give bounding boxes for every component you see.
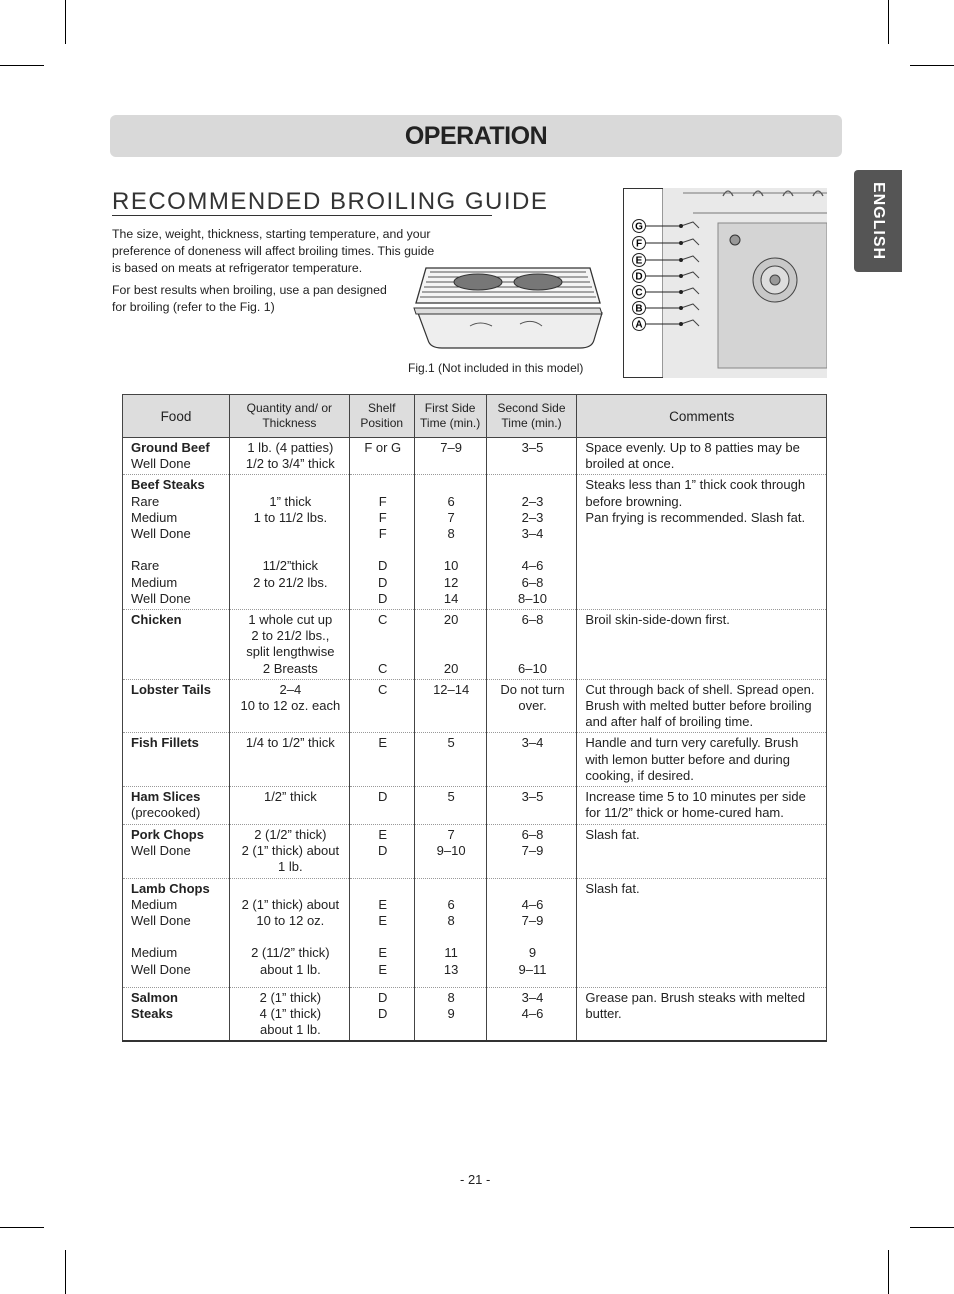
food-name: Lamb Chops <box>131 880 210 896</box>
cell-quantity: 2 (1” thick) about 10 to 12 oz. 2 (11/2” thick) about 1 lb. <box>229 878 349 987</box>
language-tab <box>854 170 902 272</box>
crop-mark <box>65 0 66 44</box>
cell-first-side: 6 8 11 13 <box>414 878 486 987</box>
cell-first-side: 5 <box>414 787 486 825</box>
shelf-letter: E <box>635 255 643 267</box>
cell-quantity: 2–4 10 to 12 oz. each <box>229 679 349 733</box>
cell-food <box>123 610 230 680</box>
table-row <box>123 825 827 879</box>
cell-quantity: 1” thick 1 to 11/2 lbs. 11/2”thick 2 to 21/2 lbs. <box>229 475 349 610</box>
table-row <box>123 610 827 680</box>
cell-first-side: 7 9–10 <box>414 825 486 879</box>
intro-paragraph-2: For best results when broiling, use a pan designed for broiling (refer to the Fig. 1) <box>112 283 387 314</box>
title-underline <box>112 215 492 216</box>
cell-first-side: 8 9 <box>414 987 486 1041</box>
food-doneness: Medium Well Done Medium Well Done <box>131 896 191 977</box>
cell-comments: Broil skin-side-down first. <box>577 610 827 680</box>
cell-first-side: 20 20 <box>414 610 486 680</box>
shelf-letter: F <box>635 238 643 250</box>
broiling-guide-table <box>122 394 827 1042</box>
cell-food <box>123 733 230 787</box>
cell-second-side: 6–8 7–9 <box>486 825 577 879</box>
section-title: RECOMMENDED BROILING GUIDE <box>112 188 549 215</box>
cell-second-side: 2–3 2–3 3–4 4–6 6–8 8–10 <box>486 475 577 610</box>
cell-second-side: 3–5 <box>486 438 577 475</box>
cell-quantity: 1 whole cut up 2 to 21/2 lbs., split lengthwise 2 Breasts <box>229 610 349 680</box>
crop-mark <box>888 1250 889 1294</box>
page-title: OPERATION <box>404 121 548 150</box>
intro-text <box>112 226 457 321</box>
cell-food <box>123 825 230 879</box>
crop-mark <box>888 0 889 44</box>
column-header-second-side: Second Side Time (min.) <box>486 395 577 438</box>
column-header-first-side: First Side Time (min.) <box>414 395 486 438</box>
cell-shelf: E D <box>349 825 414 879</box>
header-bar <box>110 115 842 157</box>
cell-shelf: E <box>349 733 414 787</box>
cell-comments: Space evenly. Up to 8 patties may be broiled at once. <box>577 438 827 475</box>
language-label: ENGLISH <box>870 181 887 261</box>
cell-quantity: 1/2” thick <box>229 787 349 825</box>
crop-mark <box>65 1250 66 1294</box>
cell-comments: Cut through back of shell. Spread open. Brush with melted butter before broiling and after half of broiling time. <box>577 679 827 733</box>
column-header-quantity: Quantity and/ or Thickness <box>229 395 349 438</box>
table-row <box>123 438 827 475</box>
shelf-letter: A <box>635 319 643 331</box>
cell-shelf: E E E E <box>349 878 414 987</box>
cell-second-side: 6–8 6–10 <box>486 610 577 680</box>
shelf-letter: B <box>635 303 643 315</box>
cell-comments: Slash fat. <box>577 878 827 987</box>
food-doneness: Rare Medium Well Done Rare Medium Well Done <box>131 493 191 606</box>
table-row <box>123 878 827 987</box>
cell-food <box>123 679 230 733</box>
column-header-food: Food <box>123 395 230 438</box>
page-number: - 21 - <box>460 1172 491 1187</box>
table-row <box>123 679 827 733</box>
cell-comments: Steaks less than 1” thick cook through before browning. Pan frying is recommended. Slash fat. <box>577 475 827 610</box>
intro-paragraph-1: The size, weight, thickness, starting temperature, and your preference of doneness will affect broiling times. This guide is based on meats at refrigerator temperature. <box>112 227 435 275</box>
food-name: Fish Fillets <box>131 735 199 751</box>
cell-second-side: Do not turn over. <box>486 679 577 733</box>
table-row <box>123 733 827 787</box>
food-name: Salmon Steaks <box>131 989 178 1021</box>
table-row <box>123 987 827 1041</box>
cell-first-side: 7–9 <box>414 438 486 475</box>
cell-quantity: 2 (1” thick) 4 (1” thick) about 1 lb. <box>229 987 349 1041</box>
cell-shelf: D <box>349 787 414 825</box>
cell-food <box>123 787 230 825</box>
cell-comments: Increase time 5 to 10 minutes per side for 11/2” thick or home-cured ham. <box>577 787 827 825</box>
cell-first-side: 5 <box>414 733 486 787</box>
figure-caption: Fig.1 (Not included in this model) <box>408 361 584 375</box>
cell-shelf: C C <box>349 610 414 680</box>
cell-second-side: 4–6 7–9 9 9–11 <box>486 878 577 987</box>
cell-second-side: 3–5 <box>486 787 577 825</box>
table-header-row <box>123 395 827 438</box>
food-name: Chicken <box>131 612 182 628</box>
cell-food <box>123 987 230 1041</box>
food-name: Beef Steaks <box>131 477 205 493</box>
cell-first-side: 6 7 8 10 12 14 <box>414 475 486 610</box>
column-header-shelf: Shelf Position <box>349 395 414 438</box>
shelf-letter: G <box>635 221 643 233</box>
crop-mark <box>0 65 44 66</box>
cell-second-side: 3–4 <box>486 733 577 787</box>
cell-quantity: 1/4 to 1/2” thick <box>229 733 349 787</box>
shelf-letter: C <box>635 287 643 299</box>
broiler-pan-illustration <box>410 258 605 358</box>
shelf-letter: D <box>635 271 643 283</box>
column-header-comments: Comments <box>577 395 827 438</box>
food-name: Lobster Tails <box>131 681 211 697</box>
food-name: Ground Beef <box>131 440 210 455</box>
food-name: Pork Chops <box>131 827 204 843</box>
cell-quantity: 1 lb. (4 patties) 1/2 to 3/4” thick <box>229 438 349 475</box>
cell-food <box>123 438 230 475</box>
cell-shelf: D D <box>349 987 414 1041</box>
cell-food <box>123 878 230 987</box>
cell-shelf: F or G <box>349 438 414 475</box>
food-name: Ham Slices <box>131 789 201 805</box>
cell-second-side: 3–4 4–6 <box>486 987 577 1041</box>
cell-quantity: 2 (1/2” thick) 2 (1” thick) about 1 lb. <box>229 825 349 879</box>
food-doneness: (precooked) <box>131 805 201 821</box>
cell-shelf: C <box>349 679 414 733</box>
food-doneness: Well Done <box>131 456 191 472</box>
crop-mark <box>0 1227 44 1228</box>
cell-comments: Handle and turn very carefully. Brush with lemon butter before and during cooking, if desired. <box>577 733 827 787</box>
cell-food <box>123 475 230 610</box>
crop-mark <box>910 1227 954 1228</box>
cell-first-side: 12–14 <box>414 679 486 733</box>
cell-shelf: F F F D D D <box>349 475 414 610</box>
cell-comments: Slash fat. <box>577 825 827 879</box>
crop-mark <box>910 65 954 66</box>
table-row <box>123 475 827 610</box>
oven-shelf-illustration <box>623 188 827 378</box>
table-row <box>123 787 827 825</box>
food-doneness: Well Done <box>131 843 191 859</box>
cell-comments: Grease pan. Brush steaks with melted butter. <box>577 987 827 1041</box>
